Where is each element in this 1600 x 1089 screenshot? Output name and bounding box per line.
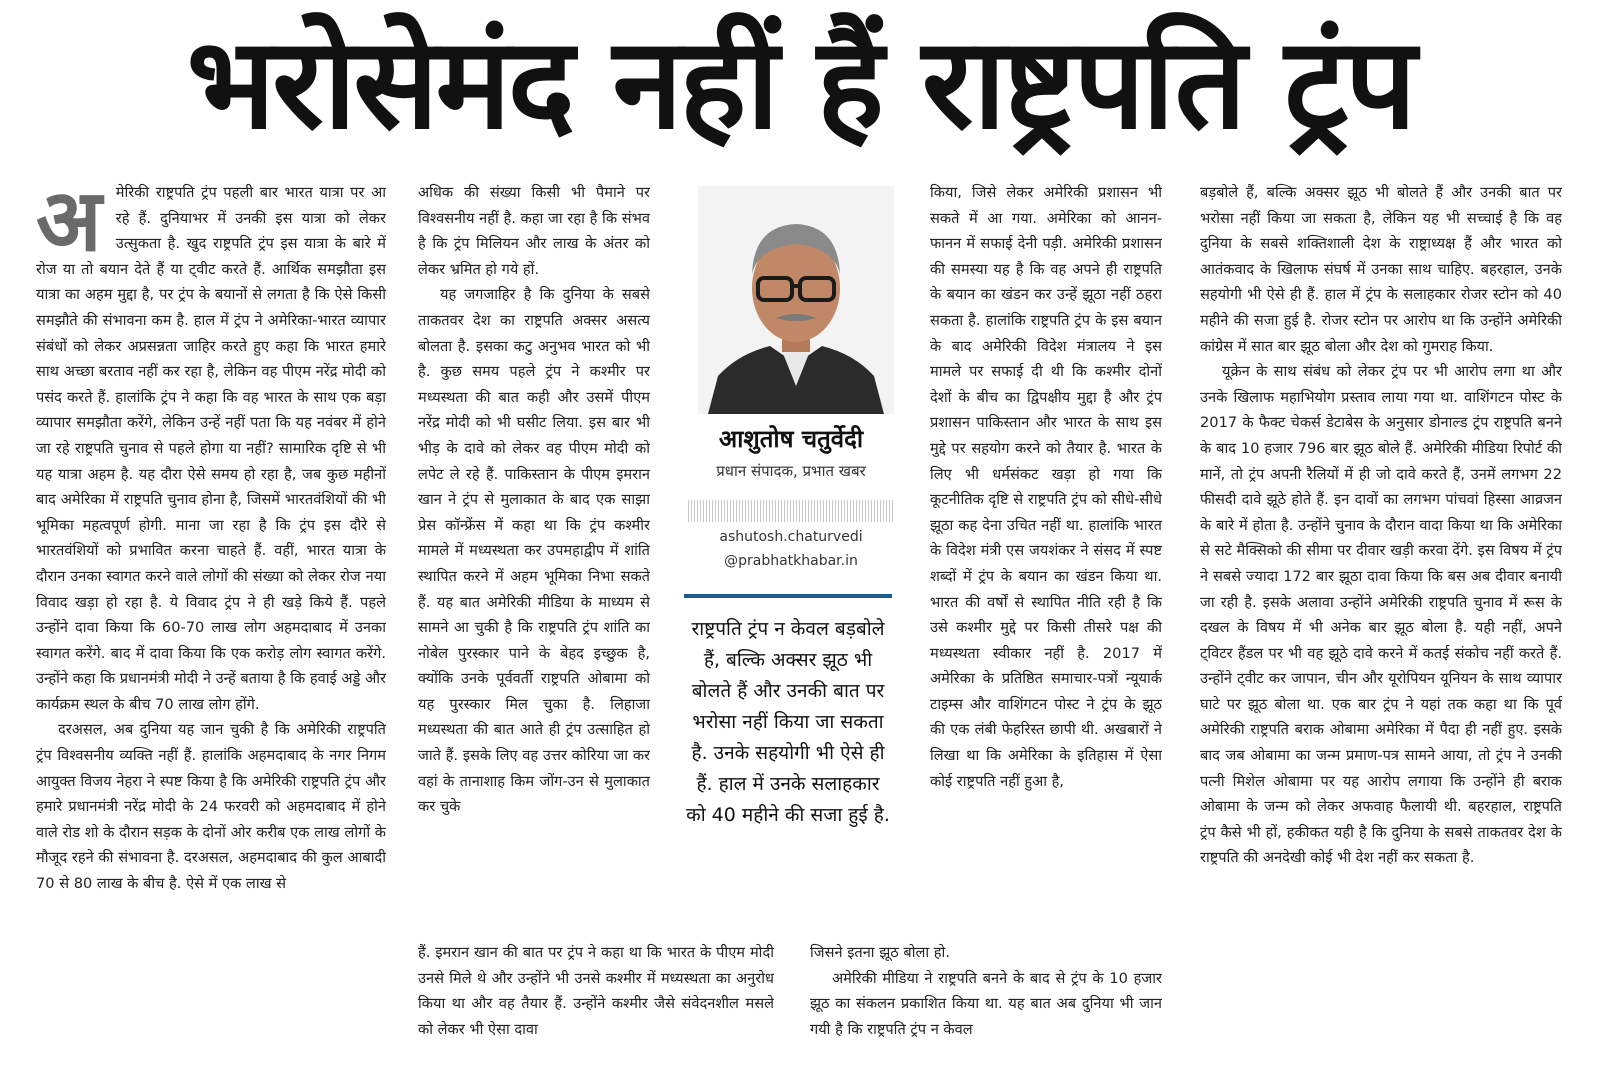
paragraph: जिसने इतना झूठ बोला हो. [810,944,950,961]
paragraph: हैं. इमरान खान की बात पर ट्रंप ने कहा था कि भारत के पीएम मोदी उनसे मिले थे और उन्होंने भी उनसे कश्मीर में मध्यस्थता का अनुरोध किया था और वह तैयार हैं. उन्होंने कश्मीर जैसे संवेदनशील मसले को लेकर भी ऐसा दावा [418,944,774,1038]
author-email-domain: @prabhatkhabar.in [724,553,858,569]
article-column-3 [930,180,1162,940]
author-name: आशुतोष चतुर्वेदी [718,425,864,453]
pull-quote-text: राष्ट्रपति ट्रंप न केवल बड़बोले हैं, बल्कि अक्सर झूठ भी बोलते हैं और उनकी बात पर भरोसा नहीं किया जा सकता है. उनके सहयोगी भी ऐसे ही हैं. हाल में उनके सलाहकार को 40 महीने की सजा हुई है. [686,618,890,826]
paragraph: अमेरिकी मीडिया ने राष्ट्रपति बनने के बाद से ट्रंप के 10 हजार झूठ का संकलन प्रकाशित किया था. यह बात अब दुनिया भी जान गयी है कि राष्ट्रपति ट्रंप न केवल [810,969,1162,1038]
paragraph: मेरिकी राष्ट्रपति ट्रंप पहली बार भारत यात्रा पर आ रहे हैं. दुनियाभर में उनकी इस यात्रा को लेकर उत्सुकता है. खुद राष्ट्रपति ट्रंप इस यात्रा के बारे में रोज या तो बयान देते हैं या ट्वीट करते हैं. आर्थिक समझौता इस यात्रा का अहम मुद्दा है, पर ट्रंप के बयानों से लगता है कि ऐसे किसी समझौते की संभावना कम है. हाल में ट्रंप ने अमेरिका-भारत व्यापार संबंधों को लेकर अप्रसन्नता जाहिर करते हुए कहा कि भारत हमारे साथ अच्छा बरताव नहीं कर रहा है, लेकिन वह पीएम नरेंद्र मोदी को पसंद करते हैं. हालांकि ट्रंप ने कहा कि वह भारत के साथ एक बड़ा व्यापार समझौता करेंगे, लेकिन उन्हें नहीं पता कि यह नवंबर में होने जा रहे राष्ट्रपति चुनाव से पहले होगा या नहीं? सामारिक दृष्टि से भी यह यात्रा अहम है. यह दौरा ऐसे समय हो रहा है, जब कुछ महीनों बाद अमेरिका में राष्ट्रपति चुनाव होना है, जिसमें भारतवंशियों की भी भूमिका महत्वपूर्ण होगी. माना जा रहा है कि ट्रंप इस दौरे से भारतवंशियों को प्रभावित करना चाहते हैं. वहीं, भारत यात्रा के दौरान उनका स्वागत करने वाले लोगों की संख्या को लेकर रोज नया विवाद खड़ा हो रहा है. ये विवाद ट्रंप ने ही खड़े किये हैं. पहले उन्होंने दावा किया कि 60-70 लाख लोग अहमदाबाद में उनका स्वागत करेंगे. बाद में दावा किया कि एक करोड़ लोग स्वागत करेंगे. उन्होंने कहा कि प्रधानमंत्री मोदी ने उन्हें बताया है कि हवाई अड्डे और कार्यक्रम स्थल के बीच 70 लाख लोग होंगे. [36,184,386,713]
paragraph: यह जगजाहिर है कि दुनिया के सबसे ताकतवर देश का राष्ट्रपति अक्सर असत्य बोलता है. इसका कटु अनुभव भारत को भी है. कुछ समय पहले ट्रंप ने कश्मीर पर मध्यस्थता की बात कही और उसमें पीएम नरेंद्र मोदी को भी घसीट लिया. इस बार भी भीड़ के दावे को लेकर वह पीएम मोदी को लपेट ले रहे हैं. पाकिस्तान के पीएम इमरान खान ने ट्रंप से मुलाकात के बाद एक साझा प्रेस कॉन्फ्रेंस में कहा था कि ट्रंप कश्मीर मामले में मध्यस्थता कर उपमहाद्वीप में शांति स्थापित करने में अहम भूमिका निभा सकते हैं. यह बात अमेरिकी मीडिया के माध्यम से सामने आ चुकी है कि राष्ट्रपति ट्रंप शांति का नोबेल पुरस्कार पाने के बेहद इच्छुक है, क्योंकि उनके पूर्ववर्ती राष्ट्रपति ओबामा को यह पुरस्कार मिल चुका है. लिहाजा मध्यस्थता की बात आते ही ट्रंप उत्साहित हो जाते हैं. इसके लिए वह उत्तर कोरिया जा कर वहां के तानाशाह किम जोंग-उन से मुलाकात कर चुके [418,286,650,816]
decorative-stripe [688,500,894,522]
author-portrait-icon [698,186,894,414]
author-photo [698,186,894,414]
article-column-4 [1200,180,1562,1060]
paragraph: किया, जिसे लेकर अमेरिकी प्रशासन भी सकते में आ गया. अमेरिका को आनन-फानन में सफाई देनी पड़ी. अमेरिकी प्रशासन की समस्या यह है कि वह अपने ही राष्ट्रपति के बयान का खंडन कर उन्हें झूठा नहीं ठहरा सकता है. हालांकि राष्ट्रपति ट्रंप के इस बयान के बाद अमेरिकी विदेश मंत्रालय ने इस मामले पर सफाई दी थी कि कश्मीर दोनों देशों के बीच का द्विपक्षीय मुद्दा है और ट्रंप प्रशासन पाकिस्तान और भारत के साथ इस मुद्दे पर सहयोग करने को तैयार है. भारत के लिए भी धर्मसंकट खड़ा हो गया कि कूटनीतिक दृष्टि से राष्ट्रपति ट्रंप को सीधे-सीधे झूठा कह देना उचित नहीं था. हालांकि भारत के विदेश मंत्री एस जयशंकर ने संसद में स्पष्ट शब्दों में ट्रंप के बयान का खंडन किया था. भारत की वर्षों से स्थापित नीति रही है कि उसे कश्मीर मुद्दे पर किसी तीसरे पक्ष की मध्यस्थता स्वीकार नहीं है. 2017 में अमेरिका के प्रतिष्ठित समाचार-पत्रों न्यूयार्क टाइम्स और वाशिंगटन पोस्ट ने ट्रंप के झूठ की एक लंबी फेहरिस्त छापी थी. अखबारों ने लिखा था कि अमेरिका के इतिहास में ऐसा कोई राष्ट्रपति नहीं हुआ है, [930,184,1162,790]
author-email: ashutosh.chaturvedi [719,529,863,545]
paragraph: अधिक की संख्या किसी भी पैमाने पर विश्वसनीय नहीं है. कहा जा रहा है कि संभव है कि ट्रंप मिलियन और लाख के अंतर को लेकर भ्रमित हो गये हों. [418,184,650,278]
author-box [688,186,894,606]
paragraph: दरअसल, अब दुनिया यह जान चुकी है कि अमेरिकी राष्ट्रपति ट्रंप विश्वसनीय व्यक्ति नहीं हैं. हालांकि अहमदाबाद के नगर निगम आयुक्त विजय नेहरा ने स्पष्ट किया है कि अमेरिकी राष्ट्रपति ट्रंप और हमारे प्रधानमंत्री नरेंद्र मोदी के 24 फरवरी को अहमदाबाद में होने वाले रोड शो के दौरान सड़क के दोनों ओर करीब एक लाख लोगों के मौजूद रहने की संभावना है. दरअसल, अहमदाबाद की कुल आबादी 70 से 80 लाख के बीच है. ऐसे में एक लाख से [36,721,386,893]
author-role: प्रधान संपादक, प्रभात खबर [716,462,866,480]
pull-quote [684,594,892,924]
article-column-3-bottom [810,940,1162,1060]
article-column-1 [36,180,386,1060]
article-column-2 [418,180,650,940]
drop-cap: अ [36,180,102,271]
paragraph: बड़बोले हैं, बल्कि अक्सर झूठ भी बोलते हैं और उनकी बात पर भरोसा नहीं किया जा सकता है, लेकिन यह भी सच्चाई है कि वह दुनिया के सबसे शक्तिशाली देश के राष्ट्राध्यक्ष हैं और भारत को आतंकवाद के खिलाफ संघर्ष में उनका साथ चाहिए. बहरहाल, उनके सहयोगी भी ऐसे ही हैं. हाल में ट्रंप के सलाहकार रोजर स्टोन को 40 महीने की सजा हुई है. रोजर स्टोन पर आरोप था कि उन्होंने अमेरिकी कांग्रेस में सात बार झूठ बोला और देश को गुमराह किया. [1200,184,1562,355]
quote-bar [684,594,892,598]
article-column-2-bottom [418,940,774,1060]
paragraph: यूक्रेन के साथ संबंध को लेकर ट्रंप पर भी आरोप लगा था और उनके खिलाफ महाभियोग प्रस्ताव लाया गया था. वाशिंगटन पोस्ट के 2017 के फैक्ट चेकर्स डेटाबेस के अनुसार डोनाल्ड ट्रंप राष्ट्रपति बनने के बाद 10 हजार 796 बार झूठ बोले हैं. अमेरिकी मीडिया रिपोर्ट की मानें, तो ट्रंप अपनी रैलियों में ही जो दावे करते हैं, उनमें लगभग 22 फीसदी दावे झूठे होते हैं. इन दावों का लगभग पांचवां हिस्सा आव्रजन के बारे में होता है. उन्होंने चुनाव के दौरान वादा किया था कि अमेरिका से सटे मैक्सिको की सीमा पर दीवार खड़ी करवा देंगे. इस विषय में ट्रंप ने सबसे ज्यादा 172 बार झूठा दावा किया कि बस अब दीवार बनायी जा रही है. इसके अलावा उन्होंने अमेरिकी राष्ट्रपति चुनाव में रूस के दखल के विषय में भी अनेक बार झूठ बोला है. यही नहीं, अपने ट्विटर हैंडल पर भी वह झूठे दावे करने में कतई संकोच नहीं करते हैं. उन्होंने ट्वीट कर जापान, चीन और यूरोपियन यूनियन के साथ व्यापार घाटे पर झूठ बोला था. एक बार ट्रंप ने यहां तक कहा था कि पूर्व अमेरिकी राष्ट्रपति बराक ओबामा अमेरिका में पैदा ही नहीं हुए. इसके बाद जब ओबामा का जन्म प्रमाण-पत्र सामने आया, तो ट्रंप ने उनकी पत्नी मिशेल ओबामा पर यह आरोप लगाया कि उन्होंने ही बराक ओबामा के जन्म को लेकर अफवाह फैलायी थी. बहरहाल, राष्ट्रपति ट्रंप कैसे भी हों, हकीकत यही है कि दुनिया के सबसे ताकतवर देश के राष्ट्रपति की अनदेखी कोई भी देश नहीं कर सकता है. [1200,363,1562,867]
headline: भरोसेमंद नहीं हैं राष्ट्रपति ट्रंप [186,10,1414,157]
